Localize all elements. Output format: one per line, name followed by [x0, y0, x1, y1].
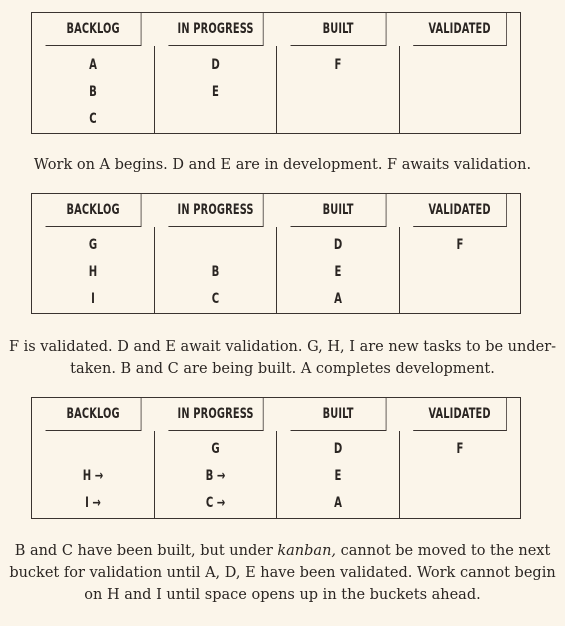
header-backlog: BACKLOG: [46, 194, 142, 227]
column-backlog: [32, 227, 155, 313]
caption-1: Work on A begins. D and E are in development. F awaits validation.: [33, 157, 532, 173]
task-card: C: [211, 291, 220, 307]
task-card: I: [91, 291, 95, 307]
kanban-board-2: [31, 193, 521, 314]
header-in-progress: IN PROGRESS: [168, 13, 263, 46]
header-built: BUILT: [291, 194, 387, 227]
task-card: A: [334, 291, 342, 307]
task-card: H →: [82, 468, 104, 484]
task-card: B →: [205, 468, 226, 484]
column-in-progress: [155, 431, 277, 518]
caption-3-line-3: on H and I until space opens up in the buckets ahead.: [84, 587, 481, 603]
header-backlog: BACKLOG: [46, 398, 142, 431]
header-built: BUILT: [291, 398, 387, 431]
task-card: G: [88, 237, 98, 253]
column-built: [277, 46, 400, 133]
task-card: E: [212, 84, 219, 100]
task-card: F: [334, 57, 342, 73]
task-card: I →: [85, 495, 101, 511]
task-card: B: [211, 264, 220, 280]
task-card: E: [334, 468, 342, 484]
header-in-progress: IN PROGRESS: [168, 194, 263, 227]
task-card: F: [456, 237, 464, 253]
column-in-progress: [155, 227, 277, 313]
task-card: G: [211, 441, 220, 457]
caption-3: [0, 540, 565, 606]
header-validated: VALIDATED: [413, 194, 507, 227]
task-card: E: [334, 264, 342, 280]
caption-2-line-2: taken. B and C are being built. A completes development.: [70, 361, 495, 377]
column-backlog: [32, 431, 155, 518]
task-card: D: [333, 237, 343, 253]
task-card: C: [89, 111, 97, 127]
task-card: H: [88, 264, 98, 280]
task-card: A: [334, 495, 342, 511]
column-validated: [400, 46, 520, 133]
column-validated: [400, 227, 520, 313]
header-validated: VALIDATED: [413, 13, 507, 46]
column-backlog: [32, 46, 155, 133]
task-card: D: [333, 441, 343, 457]
column-built: [277, 431, 400, 518]
caption-2: [0, 336, 565, 380]
column-validated: [400, 431, 520, 518]
caption-3-line-1-start: B and C have been built, but under: [14, 543, 273, 559]
header-validated: VALIDATED: [413, 398, 507, 431]
task-card: A: [89, 57, 97, 73]
task-card: B: [89, 84, 97, 100]
task-card: F: [456, 441, 464, 457]
caption-2-line-1: F is validated. D and E await validation. G, H, I are new tasks to be under-: [8, 339, 557, 355]
task-card: D: [211, 57, 220, 73]
kanban-board-1: [31, 12, 521, 134]
caption-3-emphasis: kanban,: [277, 543, 337, 559]
header-built: BUILT: [291, 13, 387, 46]
column-built: [277, 227, 400, 313]
task-card: C →: [205, 495, 226, 511]
header-backlog: BACKLOG: [46, 13, 142, 46]
caption-3-line-1: [0, 540, 565, 562]
column-in-progress: [155, 46, 277, 133]
kanban-board-3: [31, 397, 521, 519]
header-in-progress: IN PROGRESS: [168, 398, 263, 431]
caption-3-line-2: bucket for validation until A, D, E have been validated. Work cannot begin: [9, 565, 556, 581]
caption-3-line-1-end: cannot be moved to the next: [340, 543, 551, 559]
